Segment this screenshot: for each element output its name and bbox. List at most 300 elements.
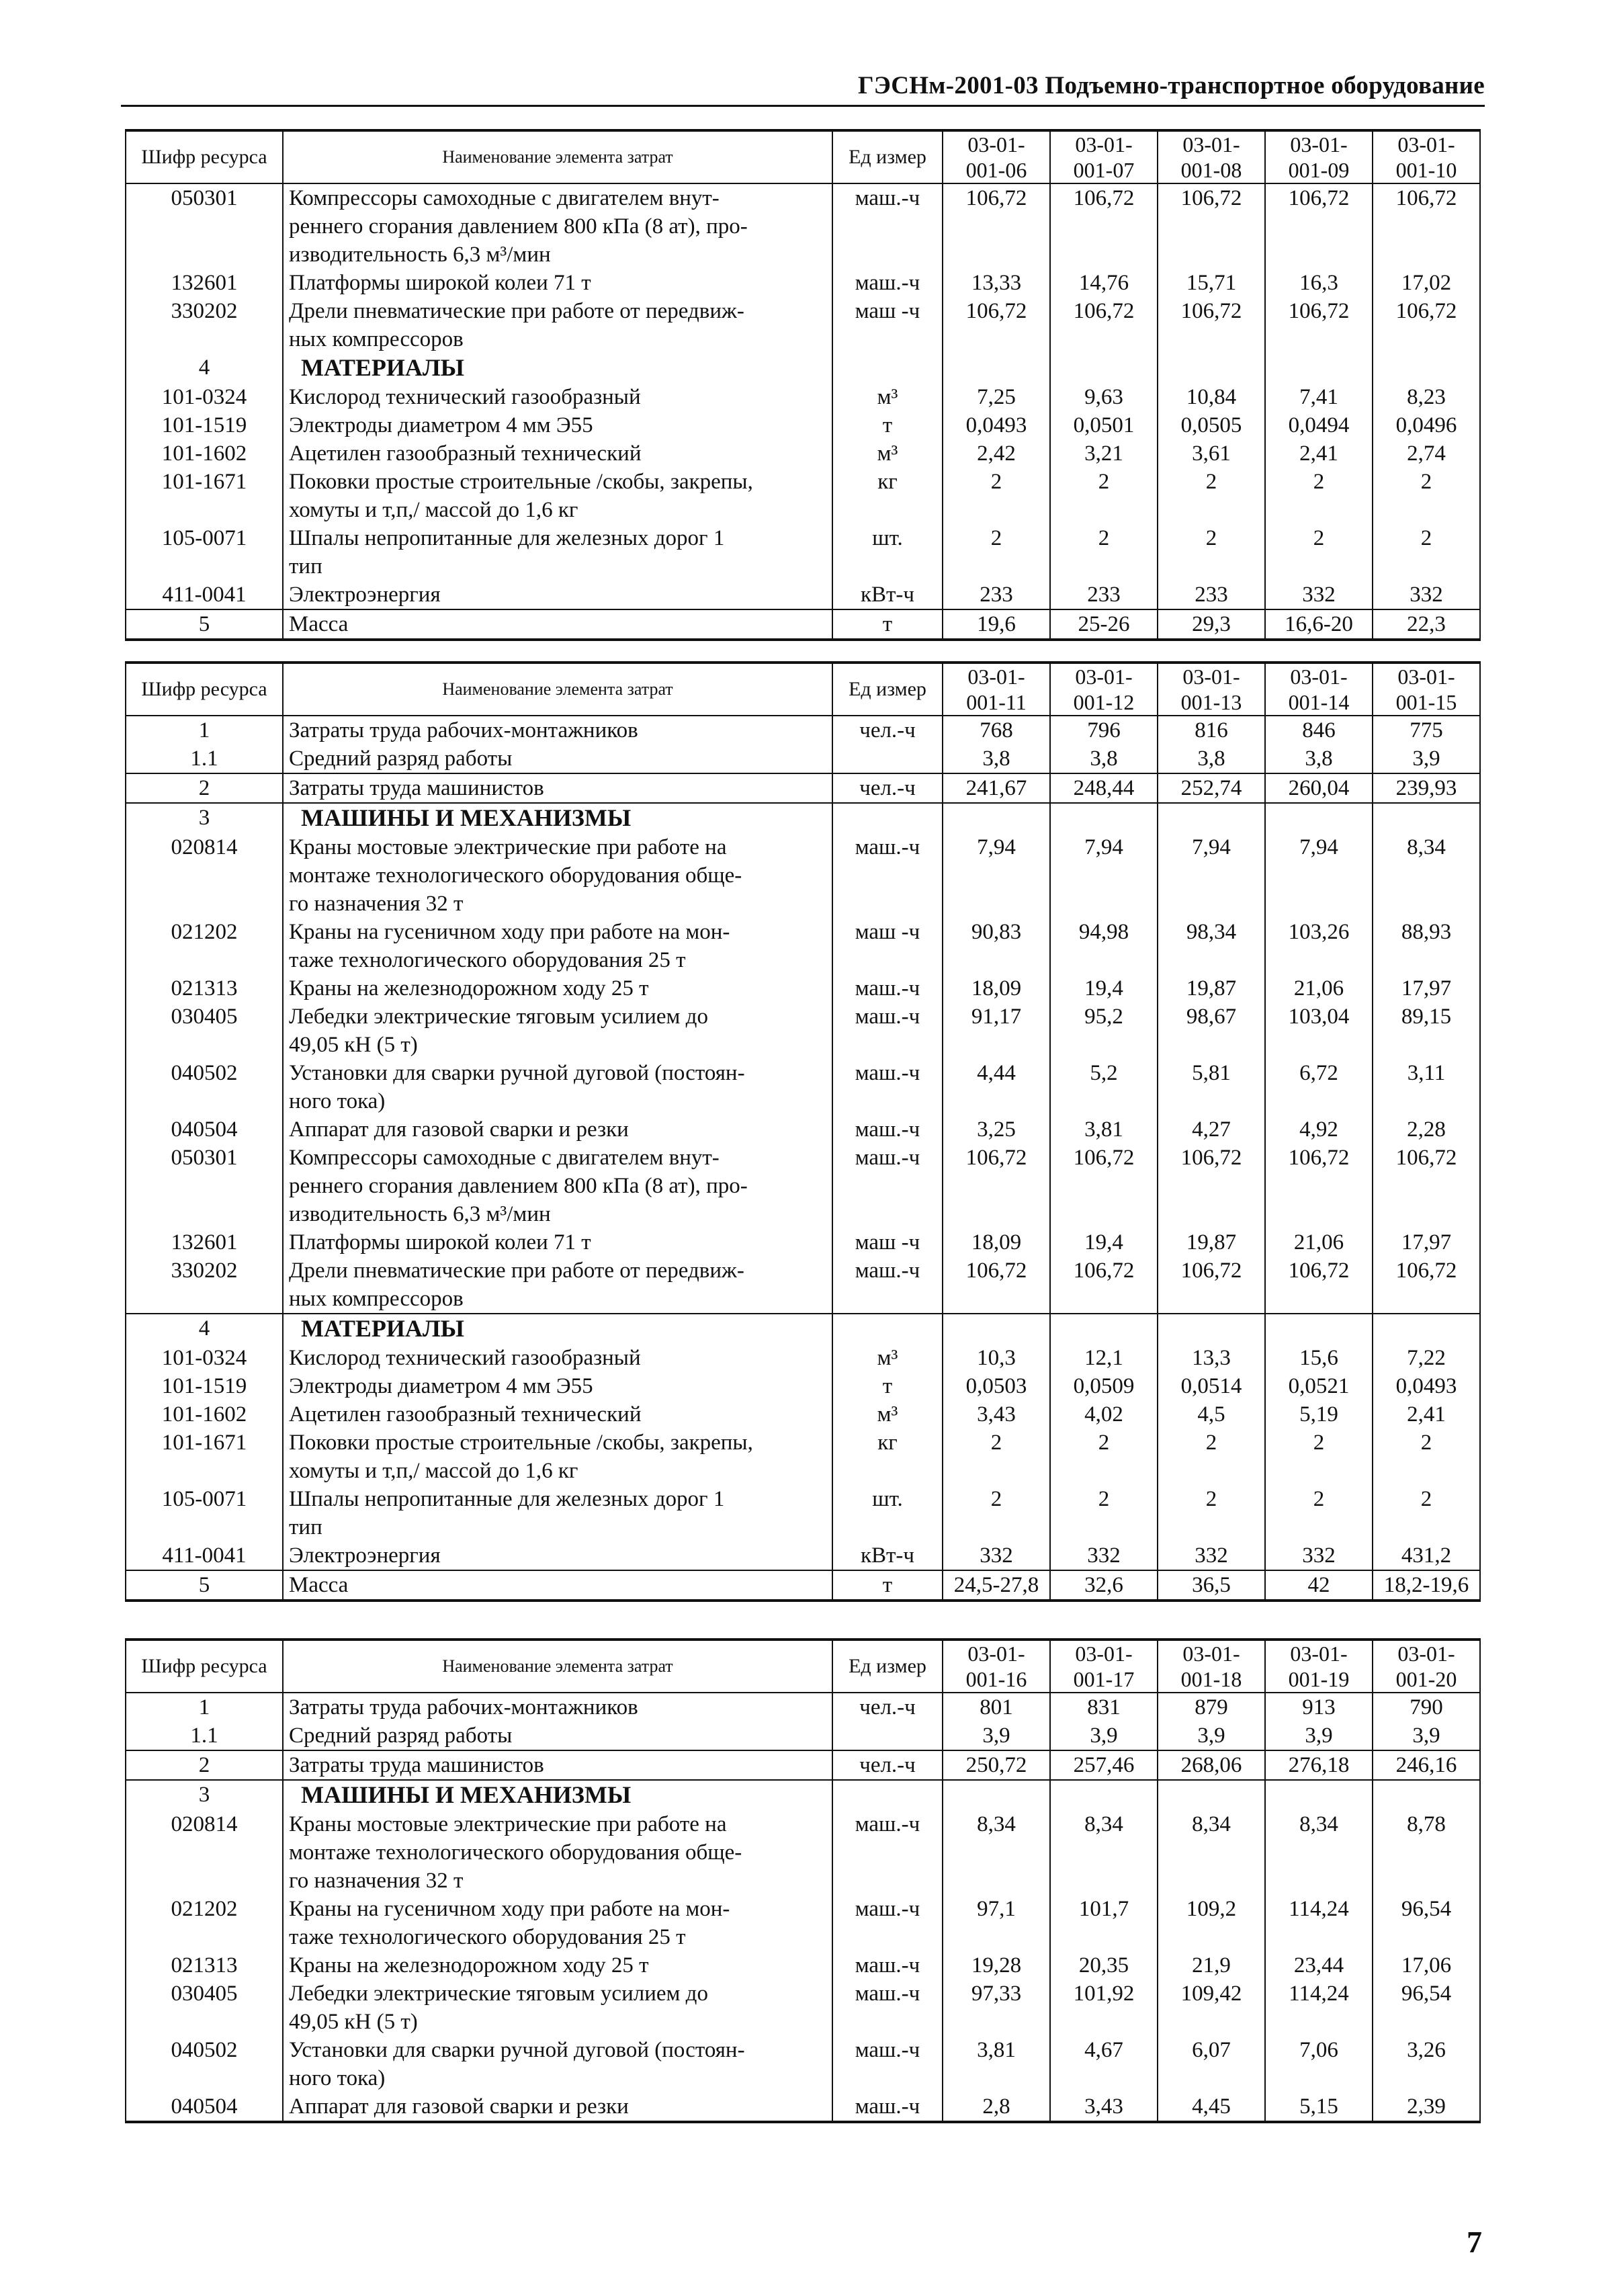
rate-value: 2 [943,1429,1050,1485]
table-row [126,468,1480,524]
rate-value: 91,17 [943,1003,1050,1059]
resource-code: 411-0041 [126,581,283,609]
resource-code: 030405 [126,1003,283,1059]
rate-value: 20,35 [1050,1951,1158,1980]
unit-of-measure: маш.-ч [832,1980,943,2036]
unit-of-measure: кВт-ч [832,1541,943,1570]
unit-of-measure: маш.-ч [832,1115,943,1144]
section-label: МАТЕРИАЛЫ [301,1315,464,1342]
unit-of-measure [832,1721,943,1750]
cost-table-3 [125,1638,1481,2123]
rate-value: 0,0501 [1050,411,1158,439]
table-row [126,1693,1480,1721]
table-row [126,1721,1480,1750]
rate-value: 816 [1158,716,1265,745]
page-header [121,71,1485,107]
rate-value: 233 [1050,581,1158,609]
table-row [126,1228,1480,1257]
unit-of-measure: маш.-ч [832,2036,943,2092]
rate-value: 8,34 [1373,833,1480,918]
rate-value: 106,72 [1373,183,1480,269]
rate-value: 22,3 [1373,609,1480,640]
rate-value: 0,0503 [943,1372,1050,1400]
rate-value: 0,0509 [1050,1372,1158,1400]
table-row [126,1059,1480,1115]
resource-code: 020814 [126,833,283,918]
column-header-unit: Ед измер [832,1640,943,1693]
resource-code: 040504 [126,1115,283,1144]
resource-code: 101-1671 [126,1429,283,1485]
rate-value [1373,353,1480,383]
table-row [126,1344,1480,1372]
table-row [126,1750,1480,1780]
rate-value: 94,98 [1050,918,1158,974]
unit-of-measure [832,745,943,773]
rate-value: 0,0514 [1158,1372,1265,1400]
unit-of-measure: шт. [832,524,943,581]
rate-value: 332 [1373,581,1480,609]
rate-value: 21,9 [1158,1951,1265,1980]
column-header-rate: 03-01- 001-15 [1373,663,1480,716]
rate-value: 18,09 [943,974,1050,1003]
rate-value: 5,81 [1158,1059,1265,1115]
rate-value: 10,3 [943,1344,1050,1372]
rate-value: 4,44 [943,1059,1050,1115]
table-row [126,1257,1480,1314]
resource-name: Шпалы непропитанные для железных дорог 1 тип [283,524,832,581]
rate-value: 246,16 [1373,1750,1480,1780]
rate-value: 8,23 [1373,383,1480,411]
table-header-row [126,1640,1480,1693]
rate-value [1373,1780,1480,1810]
rate-value: 332 [1050,1541,1158,1570]
resource-name: Средний разряд работы [283,745,832,773]
rate-value [1265,1314,1373,1344]
rate-value: 19,28 [943,1951,1050,1980]
column-header-name: Наименование элемента затрат [283,1640,832,1693]
resource-name: Кислород технический газообразный [283,1344,832,1372]
rate-value [1050,1314,1158,1344]
rate-value: 106,72 [943,1144,1050,1228]
page-number: 7 [1467,2225,1482,2259]
rate-value: 768 [943,716,1050,745]
rate-value: 7,22 [1373,1344,1480,1372]
resource-code: 4 [126,353,283,383]
rate-value: 2 [1265,524,1373,581]
table-row [126,411,1480,439]
column-header-unit: Ед измер [832,130,943,183]
unit-of-measure: маш.-ч [832,269,943,297]
rate-value: 7,25 [943,383,1050,411]
rate-value: 7,41 [1265,383,1373,411]
resource-name: Платформы широкой колеи 71 т [283,269,832,297]
rate-value: 23,44 [1265,1951,1373,1980]
rate-value: 109,42 [1158,1980,1265,2036]
rate-value: 3,11 [1373,1059,1480,1115]
rate-value: 790 [1373,1693,1480,1721]
rate-value: 95,2 [1050,1003,1158,1059]
rate-value: 2 [943,1485,1050,1541]
table-row [126,1980,1480,2036]
rate-value: 8,78 [1373,1810,1480,1895]
table-row [126,524,1480,581]
resource-code: 101-0324 [126,383,283,411]
resource-code: 4 [126,1314,283,1344]
unit-of-measure: т [832,1372,943,1400]
rate-value: 3,8 [1158,745,1265,773]
rate-value: 801 [943,1693,1050,1721]
resource-name: Затраты труда машинистов [283,773,832,803]
column-header-code: Шифр ресурса [126,663,283,716]
column-header-rate: 03-01- 001-17 [1050,1640,1158,1693]
unit-of-measure: кг [832,468,943,524]
table-row [126,2036,1480,2092]
unit-of-measure: маш.-ч [832,2092,943,2122]
resource-code: 021313 [126,974,283,1003]
table-row [126,1144,1480,1228]
rate-value [1373,803,1480,833]
rate-value: 103,26 [1265,918,1373,974]
rate-value: 4,45 [1158,2092,1265,2122]
rate-value: 3,43 [943,1400,1050,1429]
unit-of-measure: маш.-ч [832,1895,943,1951]
rate-value: 17,97 [1373,974,1480,1003]
resource-name: Шпалы непропитанные для железных дорог 1 тип [283,1485,832,1541]
rate-value: 248,44 [1050,773,1158,803]
rate-value: 96,54 [1373,1895,1480,1951]
resource-code: 132601 [126,1228,283,1257]
unit-of-measure [832,353,943,383]
rate-value: 2,42 [943,439,1050,468]
table-row [126,716,1480,745]
rate-value: 0,0496 [1373,411,1480,439]
rate-value: 106,72 [1158,183,1265,269]
resource-code: 1 [126,716,283,745]
rate-value: 0,0493 [1373,1372,1480,1400]
resource-code: 050301 [126,183,283,269]
rate-value: 106,72 [1050,1144,1158,1228]
rate-value: 106,72 [1050,297,1158,353]
resource-name: Краны мостовые электрические при работе на монтаже технологического оборудования обще- го назначения 32 т [283,1810,832,1895]
rate-value: 2 [1373,468,1480,524]
rate-value: 233 [943,581,1050,609]
unit-of-measure: маш.-ч [832,833,943,918]
resource-name: Краны на железнодорожном ходу 25 т [283,1951,832,1980]
rate-value: 4,92 [1265,1115,1373,1144]
rate-value: 252,74 [1158,773,1265,803]
rate-value: 846 [1265,716,1373,745]
rate-value: 106,72 [1158,1144,1265,1228]
resource-name: Аппарат для газовой сварки и резки [283,1115,832,1144]
rate-value: 2,41 [1373,1400,1480,1429]
rate-value [1050,353,1158,383]
resource-code: 050301 [126,1144,283,1228]
rate-value: 5,15 [1265,2092,1373,2122]
resource-name: Компрессоры самоходные с двигателем внут- реннего сгорания давлением 800 кПа (8 ат), про- изводительность 6,3 м³/мин [283,1144,832,1228]
rate-value: 0,0494 [1265,411,1373,439]
rate-value: 3,21 [1050,439,1158,468]
rate-value: 88,93 [1373,918,1480,974]
resource-name: Дрели пневматические при работе от передвиж- ных компрессоров [283,1257,832,1314]
unit-of-measure: чел.-ч [832,1693,943,1721]
table-row [126,439,1480,468]
rate-value: 106,72 [1373,1144,1480,1228]
rate-value: 19,87 [1158,1228,1265,1257]
page-title: ГЭСНм-2001-03 Подъемно-транспортное оборудование [857,72,1485,99]
resource-code: 040502 [126,2036,283,2092]
rate-value: 12,1 [1050,1344,1158,1372]
rate-value: 431,2 [1373,1541,1480,1570]
resource-code: 1.1 [126,1721,283,1750]
unit-of-measure: маш.-ч [832,974,943,1003]
rate-value: 29,3 [1158,609,1265,640]
rate-value [1158,1780,1265,1810]
resource-code: 101-0324 [126,1344,283,1372]
resource-name: Масса [283,1570,832,1601]
rate-value: 3,8 [1050,745,1158,773]
column-header-name: Наименование элемента затрат [283,663,832,716]
rate-value: 268,06 [1158,1750,1265,1780]
rate-value: 19,4 [1050,1228,1158,1257]
table-row [126,581,1480,609]
column-header-rate: 03-01- 001-12 [1050,663,1158,716]
rate-value: 2 [1265,468,1373,524]
rate-value: 233 [1158,581,1265,609]
rate-value: 7,94 [1050,833,1158,918]
rate-value: 3,81 [1050,1115,1158,1144]
cost-table-2 [125,661,1481,1602]
rate-value: 6,07 [1158,2036,1265,2092]
rate-value: 16,6-20 [1265,609,1373,640]
table-row [126,1951,1480,1980]
resource-name: Лебедки электрические тяговым усилием до 49,05 кН (5 т) [283,1003,832,1059]
rate-value: 5,19 [1265,1400,1373,1429]
table-row [126,383,1480,411]
rate-value: 42 [1265,1570,1373,1601]
rate-value: 2 [943,524,1050,581]
rate-value: 2 [943,468,1050,524]
resource-code: 040502 [126,1059,283,1115]
rate-value: 3,61 [1158,439,1265,468]
rate-value: 106,72 [1050,183,1158,269]
resource-name: Затраты труда машинистов [283,1750,832,1780]
rate-value: 98,67 [1158,1003,1265,1059]
resource-name: Аппарат для газовой сварки и резки [283,2092,832,2122]
resource-code: 330202 [126,1257,283,1314]
cost-table-1 [125,129,1481,641]
table-row [126,773,1480,803]
unit-of-measure: маш.-ч [832,1144,943,1228]
section-title [283,1780,832,1810]
rate-value: 3,9 [943,1721,1050,1750]
rate-value: 106,72 [1265,183,1373,269]
rate-value: 2 [1373,1429,1480,1485]
rate-value [1158,353,1265,383]
rate-value: 2 [1050,468,1158,524]
resource-name: Установки для сварки ручной дуговой (постоян- ного тока) [283,1059,832,1115]
rate-value: 2 [1158,1429,1265,1485]
unit-of-measure: т [832,411,943,439]
rate-value: 7,94 [1158,833,1265,918]
unit-of-measure: кВт-ч [832,581,943,609]
rate-value: 8,34 [1158,1810,1265,1895]
rate-value: 9,63 [1050,383,1158,411]
rate-value [1265,1780,1373,1810]
resource-name: Дрели пневматические при работе от передвиж- ных компрессоров [283,297,832,353]
table-row [126,2092,1480,2122]
table-row [126,1895,1480,1951]
rate-value: 4,02 [1050,1400,1158,1429]
rate-value: 114,24 [1265,1895,1373,1951]
rate-value: 3,81 [943,2036,1050,2092]
rate-value: 89,15 [1373,1003,1480,1059]
resource-code: 105-0071 [126,524,283,581]
unit-of-measure: м³ [832,383,943,411]
unit-of-measure [832,1780,943,1810]
rate-value: 101,92 [1050,1980,1158,2036]
rate-value: 14,76 [1050,269,1158,297]
resource-name: Электроэнергия [283,1541,832,1570]
rate-value: 4,5 [1158,1400,1265,1429]
column-header-rate: 03-01- 001-06 [943,130,1050,183]
unit-of-measure: чел.-ч [832,716,943,745]
unit-of-measure: маш -ч [832,297,943,353]
section-title [283,803,832,833]
table-header-row [126,663,1480,716]
resource-name: Затраты труда рабочих-монтажников [283,1693,832,1721]
resource-code: 021202 [126,1895,283,1951]
rate-value: 0,0521 [1265,1372,1373,1400]
column-header-code: Шифр ресурса [126,130,283,183]
rate-value: 106,72 [1373,297,1480,353]
rate-value: 3,9 [1373,1721,1480,1750]
rate-value: 15,71 [1158,269,1265,297]
resource-code: 411-0041 [126,1541,283,1570]
resource-code: 5 [126,1570,283,1601]
resource-code: 3 [126,1780,283,1810]
unit-of-measure: маш -ч [832,918,943,974]
rate-value: 13,33 [943,269,1050,297]
rate-value: 106,72 [1265,297,1373,353]
rate-value: 109,2 [1158,1895,1265,1951]
rate-value [1158,1314,1265,1344]
resource-code: 101-1519 [126,411,283,439]
column-header-rate: 03-01- 001-11 [943,663,1050,716]
rate-value: 2 [1265,1429,1373,1485]
rate-value: 250,72 [943,1750,1050,1780]
rate-value [943,1780,1050,1810]
resource-name: Электроды диаметром 4 мм Э55 [283,1372,832,1400]
rate-value: 10,84 [1158,383,1265,411]
unit-of-measure [832,803,943,833]
rate-value: 2 [1050,1429,1158,1485]
table-row [126,1570,1480,1601]
rate-value: 21,06 [1265,1228,1373,1257]
resource-name: Ацетилен газообразный технический [283,439,832,468]
rate-value: 106,72 [943,183,1050,269]
resource-code: 1 [126,1693,283,1721]
unit-of-measure [832,1314,943,1344]
table-row [126,269,1480,297]
rate-value: 2,74 [1373,439,1480,468]
rate-value: 2 [1158,524,1265,581]
resource-name: Платформы широкой колеи 71 т [283,1228,832,1257]
resource-name: Электроды диаметром 4 мм Э55 [283,411,832,439]
unit-of-measure: маш -ч [832,1228,943,1257]
column-header-rate: 03-01- 001-18 [1158,1640,1265,1693]
unit-of-measure: шт. [832,1485,943,1541]
rate-value [1158,803,1265,833]
table-header-row [126,130,1480,183]
rate-value: 2 [1265,1485,1373,1541]
rate-value: 13,3 [1158,1344,1265,1372]
unit-of-measure: кг [832,1429,943,1485]
rate-value: 18,09 [943,1228,1050,1257]
rate-value: 3,8 [943,745,1050,773]
rate-value: 2,8 [943,2092,1050,2122]
resource-code: 330202 [126,297,283,353]
resource-code: 101-1602 [126,439,283,468]
rate-value: 17,06 [1373,1951,1480,1980]
resource-name: Кислород технический газообразный [283,383,832,411]
rate-value: 239,93 [1373,773,1480,803]
rate-value [1050,1780,1158,1810]
resource-name: Поковки простые строительные /скобы, закрепы, хомуты и т,п,/ массой до 1,6 кг [283,1429,832,1485]
resource-name: Электроэнергия [283,581,832,609]
table-row [126,1003,1480,1059]
column-header-rate: 03-01- 001-10 [1373,130,1480,183]
rate-value: 2,39 [1373,2092,1480,2122]
table-row [126,1541,1480,1570]
rate-value: 2 [1373,1485,1480,1541]
unit-of-measure: маш.-ч [832,1810,943,1895]
rate-value: 332 [943,1541,1050,1570]
resource-name: Масса [283,609,832,640]
table-row [126,1372,1480,1400]
rate-value: 6,72 [1265,1059,1373,1115]
resource-name: Установки для сварки ручной дуговой (постоян- ного тока) [283,2036,832,2092]
table-row [126,609,1480,640]
table-row [126,1780,1480,1810]
rate-value: 276,18 [1265,1750,1373,1780]
column-header-name: Наименование элемента затрат [283,130,832,183]
table-row [126,353,1480,383]
rate-value: 106,72 [1265,1257,1373,1314]
resource-code: 021202 [126,918,283,974]
unit-of-measure: чел.-ч [832,773,943,803]
table-row [126,1485,1480,1541]
unit-of-measure: маш.-ч [832,1059,943,1115]
table-row [126,183,1480,269]
resource-name: Краны на железнодорожном ходу 25 т [283,974,832,1003]
section-label: МАШИНЫ И МЕХАНИЗМЫ [301,804,632,831]
section-title [283,1314,832,1344]
resource-name: Ацетилен газообразный технический [283,1400,832,1429]
section-label: МАШИНЫ И МЕХАНИЗМЫ [301,1781,632,1808]
rate-value: 19,6 [943,609,1050,640]
column-header-rate: 03-01- 001-16 [943,1640,1050,1693]
resource-code: 101-1602 [126,1400,283,1429]
rate-value: 241,67 [943,773,1050,803]
resource-name: Лебедки электрические тяговым усилием до 49,05 кН (5 т) [283,1980,832,2036]
section-title [283,353,832,383]
rate-value: 106,72 [1265,1144,1373,1228]
resource-code: 040504 [126,2092,283,2122]
rate-value: 332 [1158,1541,1265,1570]
rate-value: 7,06 [1265,2036,1373,2092]
rate-value: 8,34 [943,1810,1050,1895]
rate-value: 8,34 [1265,1810,1373,1895]
